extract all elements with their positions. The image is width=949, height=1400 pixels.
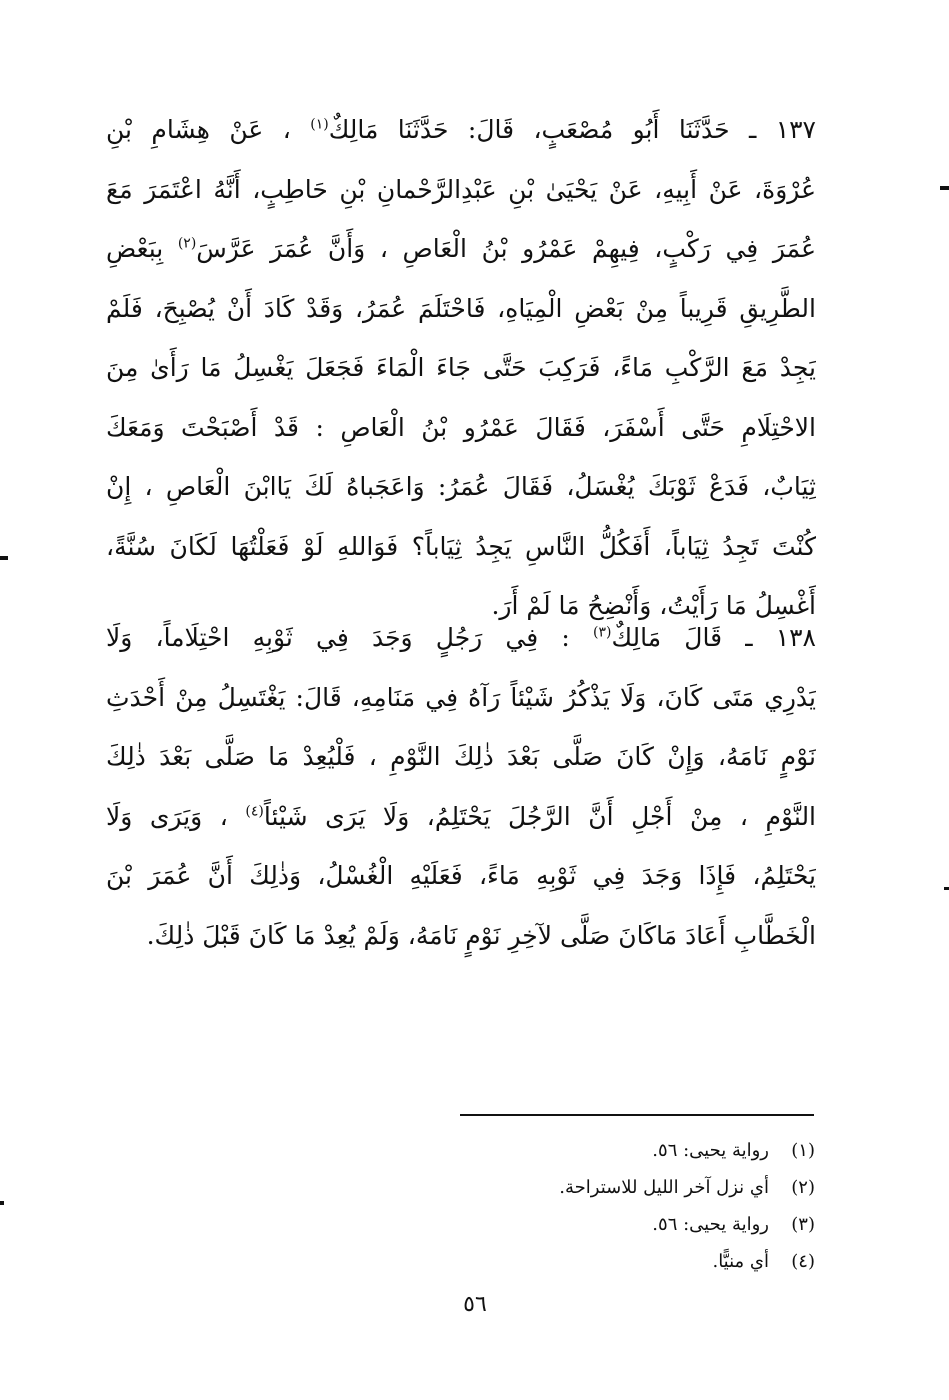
footnote-ref[interactable]: (١) <box>310 116 329 133</box>
footnote-ref[interactable]: (٣) <box>592 624 612 641</box>
text-line: ١٣٧ ـ حَدَّثَنَا أَبُو مُصْعَبٍ، قَالَ: حَدَّثَنَا مَالِكٌ$^{(١)}$ ، عَنْ هِشَامِ بْنِ <box>106 115 816 144</box>
text-line: الطَّرِيقِ قَرِيباً مِنْ بَعْضِ الْمِيَاهِ، فَاحْتَلَمَ عُمَرُ، وَقَدْ كَادَ أَنْ يُصْبِحَ، فَلَمْ <box>106 293 816 323</box>
footnote-item: (٤)أي منيًّا. <box>712 1251 815 1272</box>
text-line: الْخَطَّابِ أَعَادَ مَاكَانَ صَلَّى لآخِرِ نَوْمٍ نَامَهُ، وَلَمْ يُعِدْ مَا كَانَ قَبْلَ ذٰلِكَ. <box>146 920 816 950</box>
footnotes <box>315 1132 815 1280</box>
footnote-ref[interactable]: (٢) <box>177 235 197 252</box>
text-line: ١٣٨ ـ قَالَ مَالِكٌ$^{(٣)}$ : فِي رَجُلٍ وَجَدَ فِي ثَوْبِهِ احْتِلَاماً، وَلَا <box>106 623 816 652</box>
scan-edge-mark <box>0 556 8 560</box>
hadith-138-paragraph <box>106 608 816 965</box>
hadith-137-paragraph <box>106 100 816 636</box>
text-line: عُمَرَ فِي رَكْبٍ، فِيهِمْ عَمْرُو بْنُ الْعَاصِ ، وَأَنَّ عُمَرَ عَرَّسَ$^{(٢)}$ بِبَعْضِ <box>106 234 816 263</box>
text-line: أَغْسِلُ مَا رَأَيْتُ، وَأَنْضِحُ مَا لَمْ أَرَ. <box>491 591 816 620</box>
footnote-divider <box>460 1114 814 1116</box>
text-line: الاحْتِلَامِ حَتَّى أَسْفَرَ، فَقَالَ عَمْرُو بْنُ الْعَاصِ : قَدْ أَصْبَحْتَ وَمَعَكَ <box>106 412 816 442</box>
text-line: النَّوْمِ ، مِنْ أَجْلِ أَنَّ الرَّجُلَ يَحْتَلِمُ، وَلَا يَرَى شَيْئاً$^{(٤)}$ ، وَيَرَى وَلَا <box>106 801 816 831</box>
scan-edge-mark <box>0 1201 4 1205</box>
footnote-item: (٣)رواية يحيى: ٥٦. <box>652 1214 815 1235</box>
footnote-ref[interactable]: (٤) <box>245 803 264 820</box>
footnote-item: (٢)أي نزل آخر الليل للاستراحة. <box>559 1177 815 1198</box>
text-line: كُنْتَ تَجِدُ ثِيَاباً، أَفَكُلُّ النَّاسِ يَجِدُ ثِيَاباً؟ فَوَاللهِ لَوْ فَعَلْتُهَا لَكَانَ سُنَّةً، <box>106 531 816 561</box>
text-line: يَحْتَلِمُ، فَإِذَا وَجَدَ فِي ثَوْبِهِ مَاءً، فَعَلَيْهِ الْغُسْلُ، وَذٰلِكَ أَنَّ عُمَرَ بْنَ <box>106 861 816 890</box>
text-line: عُرْوَةَ، عَنْ أَبِيهِ، عَنْ يَحْيَىٰ بْنِ عَبْدِالرَّحْمانِ بْنِ حَاطِبٍ، أَنَّهُ اعْتَمَرَ مَعَ <box>106 174 816 204</box>
scan-edge-mark <box>940 186 949 190</box>
text-line: نَوْمٍ نَامَهُ، وَإِنْ كَانَ صَلَّى بَعْدَ ذٰلِكَ النَّوْمِ ، فَلْيُعِدْ مَا صَلَّى بَعْدَ ذٰلِكَ <box>106 742 816 771</box>
text-line: ثِيَابٌ، فَدَعْ ثَوْبَكَ يُغْسَلُ، فَقَالَ عُمَرُ: وَاعَجَباهُ لَكَ يَاابْنَ الْعَاصِ ، إِنْ <box>106 472 816 501</box>
footnote-item: (١)رواية يحيى: ٥٦. <box>652 1140 815 1161</box>
scan-edge-mark <box>944 887 949 890</box>
text-line: يَجِدْ مَعَ الرَّكْبِ مَاءً، فَرَكِبَ حَتَّى جَاءَ الْمَاءَ فَجَعَلَ يَغْسِلُ مَا رَأَىٰ مِنَ <box>106 353 816 382</box>
page-number: ٥٦ <box>463 1292 487 1317</box>
text-line: يَدْرِي مَتَى كَانَ، وَلَا يَذْكُرُ شَيْئاً رَآهُ فِي مَنَامِهِ، قَالَ: يَغْتَسِلُ مِنْ أَحْدَثِ <box>106 682 816 712</box>
